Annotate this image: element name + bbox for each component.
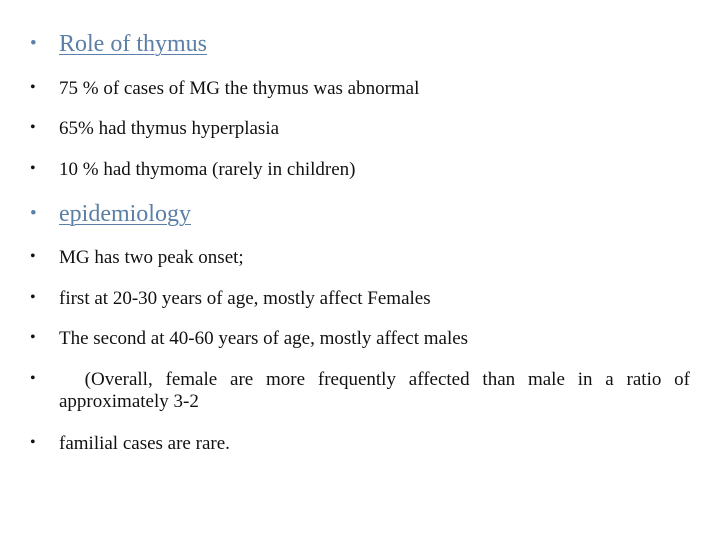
list-item xyxy=(30,328,690,350)
list-item-text: 75 % of cases of MG the thymus was abnormal xyxy=(59,78,420,99)
list-item-text: MG has two peak onset; xyxy=(59,247,244,268)
bullet: • xyxy=(30,160,36,177)
bullet: • xyxy=(30,203,37,224)
bullet: • xyxy=(30,33,37,54)
bullet: • xyxy=(30,79,36,96)
bullet: • xyxy=(30,119,36,136)
list-item-text: The second at 40-60 years of age, mostly affect males xyxy=(59,328,469,349)
list-item xyxy=(30,118,690,140)
list-item xyxy=(30,369,695,413)
bullet: • xyxy=(30,434,36,451)
bullet: • xyxy=(30,370,36,387)
heading-epidemiology xyxy=(30,201,690,227)
list-item-text: 65% had thymus hyperplasia xyxy=(59,118,280,139)
bullet: • xyxy=(30,329,36,346)
list-item xyxy=(30,433,690,455)
list-item xyxy=(30,159,690,181)
heading-text: Role of thymus xyxy=(59,31,207,57)
heading-text: epidemiology xyxy=(59,201,191,227)
bullet: • xyxy=(30,248,36,265)
list-item-text: familial cases are rare. xyxy=(59,433,230,454)
list-item-text: (Overall, female are more frequently affected than male in a ratio of approximately 3-2 xyxy=(59,369,695,412)
heading-role-of-thymus xyxy=(30,31,690,57)
list-item xyxy=(30,288,690,310)
list-item xyxy=(30,247,690,269)
list-item-text: 10 % had thymoma (rarely in children) xyxy=(59,159,356,180)
list-item xyxy=(30,78,690,100)
list-item-text: first at 20-30 years of age, mostly affect Females xyxy=(59,288,431,309)
bullet: • xyxy=(30,289,36,306)
